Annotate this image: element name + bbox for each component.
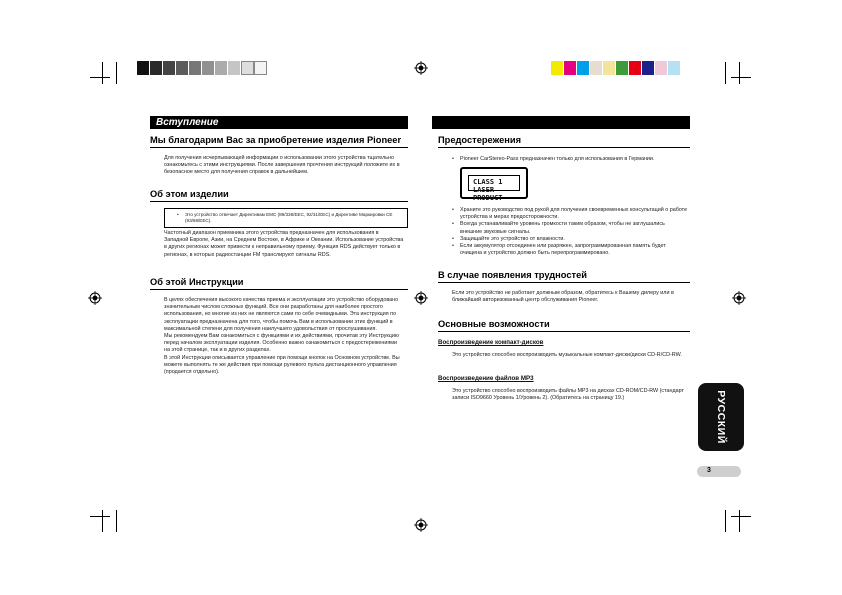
color-swatch (564, 61, 577, 75)
color-swatch (629, 61, 642, 75)
emc-notice-box (164, 208, 408, 228)
heading-thanks: Мы благодарим Вас за приобретение изделия Pioneer (150, 135, 408, 148)
crop-mark (725, 62, 726, 84)
color-swatch (176, 61, 189, 75)
language-side-tab (698, 383, 744, 451)
precaution-item: • Храните это руководство под рукой для получения своевременных консультаций о работе устройства и мерах предосторожности. (452, 207, 688, 221)
crop-mark (90, 77, 110, 78)
color-swatch (137, 61, 150, 75)
color-swatch (150, 61, 163, 75)
crop-mark (102, 62, 103, 84)
manual-paragraph-3: В этой Инструкции описывается управление при помощи кнопок на Основном устройстве. Вы можете выполнять те же действия при помощи рулевого пульта дистанционного управления (продается отдельно). (164, 355, 400, 376)
registration-mark-icon (414, 518, 428, 532)
color-swatch (668, 61, 681, 75)
precaution-item: • Если аккумулятор отсоединен или разряжен, запрограммированная память будет очищена и устройство должно быть перепрограммировано. (452, 243, 688, 257)
right-section-bar (432, 116, 690, 129)
grayscale-color-bar (137, 61, 267, 75)
crop-mark (739, 510, 740, 532)
section-title-bar (150, 116, 408, 129)
color-swatch (254, 61, 267, 75)
crop-mark (90, 516, 110, 517)
troubleshooting-paragraph: Если это устройство не работает должным образом, обратитесь к Вашему дилеру или в ближайший авторизованный центр обслуживания Pioneer. (452, 290, 674, 304)
color-swatch (202, 61, 215, 75)
heading-troubleshooting: В случае появления трудностей (438, 270, 690, 283)
crop-mark (725, 510, 726, 532)
subheading-mp3-playback: Воспроизведение файлов MP3 (438, 375, 534, 382)
frequency-paragraph: Частотный диапазон приемника этого устройства предназначен для использования в Западной Европе, Азии, на Среднем Востоке, в Африке и Океании. Использование устройства в других регионах может привести к неправильному приему. Функция RDS действует только в регионах, в которых радиостанции FM транслируют сигналы RDS. (164, 230, 404, 258)
crop-mark (731, 77, 751, 78)
manual-paragraph-2: Мы рекомендуем Вам ознакомиться с функциями и их действиями, прочитав эту Инструкцию перед началом эксплуатации изделия. Особенно важно ознакомиться с предостережениями на этой странице, так и в других разделах. (164, 333, 399, 354)
heading-about-manual: Об этой Инструкции (150, 277, 408, 290)
registration-mark-icon (414, 291, 428, 305)
manual-paragraph-1: В целях обеспечения высокого качества приема и эксплуатации это устройство оборудовано значительным числом сложных функций. Все они разработаны для наиболее простого использования, но многие из них не являются сами по себе очевидными. Эта инструкция по эксплуатации предназначена для того, чтобы помочь Вам в использовании этих функций в максимальной степени для получения наилучшего удовольствия от прослушивания. (164, 297, 399, 332)
color-swatch (655, 61, 668, 75)
registration-mark-icon (414, 61, 428, 75)
color-swatch (616, 61, 629, 75)
color-swatch (603, 61, 616, 75)
color-swatch (590, 61, 603, 75)
language-tab-label: РУССКИЙ (715, 390, 727, 444)
laser-label-line1: CLASS 1 (473, 178, 503, 186)
mp3-playback-text: Это устройство способно воспроизводить файлы MP3 на дисках CD-ROM/CD-RW (стандарт записи ISO9660 Уровень 1/Уровень 2). (Обратитесь на страницу 19.) (452, 388, 685, 402)
color-swatch (163, 61, 176, 75)
crop-mark (116, 62, 117, 84)
process-color-bar (551, 61, 681, 75)
heading-about-product: Об этом изделии (150, 189, 408, 202)
color-swatch (551, 61, 564, 75)
intro-paragraph: Для получения исчерпывающей информации о использовании этого устройства тщательно ознакомьтесь с этими инструкциями. После завершения прочтения инструкций положите их в безопасное место для получения справок в дальнейшем. (164, 155, 400, 176)
section-title: Вступление (156, 117, 219, 128)
precautions-list-top (452, 156, 688, 163)
heading-features: Основные возможности (438, 319, 690, 332)
precaution-item: • Всегда устанавливайте уровень громкости таким образом, чтобы не заглушались внешние звуковые сигналы. (452, 221, 688, 235)
color-swatch (577, 61, 590, 75)
crop-mark (116, 510, 117, 532)
precaution-item: • Защищайте это устройство от влажности. (452, 236, 688, 243)
color-swatch (189, 61, 202, 75)
page-number-pill (697, 466, 741, 477)
crop-mark (731, 516, 751, 517)
laser-label-line2: LASER PRODUCT (473, 186, 503, 202)
color-swatch (642, 61, 655, 75)
registration-mark-icon (88, 291, 102, 305)
registration-mark-icon (732, 291, 746, 305)
color-swatch (241, 61, 254, 75)
class1-laser-label (460, 167, 528, 202)
emc-notice-text: • Это устройство отвечает Директивам EMC (89/336/EEC, 92/31/EEC) и Директиве Маркировки CE (93/68/EEC). (177, 212, 402, 224)
crop-mark (739, 62, 740, 84)
precautions-list (452, 207, 688, 257)
heading-precautions: Предостережения (438, 135, 690, 148)
precaution-item: • Pioneer CarStereo-Pass предназначен только для использования в Германии. (452, 156, 688, 163)
color-swatch (215, 61, 228, 75)
cd-playback-text: Это устройство способно воспроизводить музыкальные компакт-диски/диски CD-R/CD-RW. (452, 352, 682, 358)
subheading-cd-playback: Воспроизведение компакт-дисков (438, 339, 544, 346)
crop-mark (102, 510, 103, 532)
color-swatch (228, 61, 241, 75)
page-number: 3 (707, 467, 711, 474)
